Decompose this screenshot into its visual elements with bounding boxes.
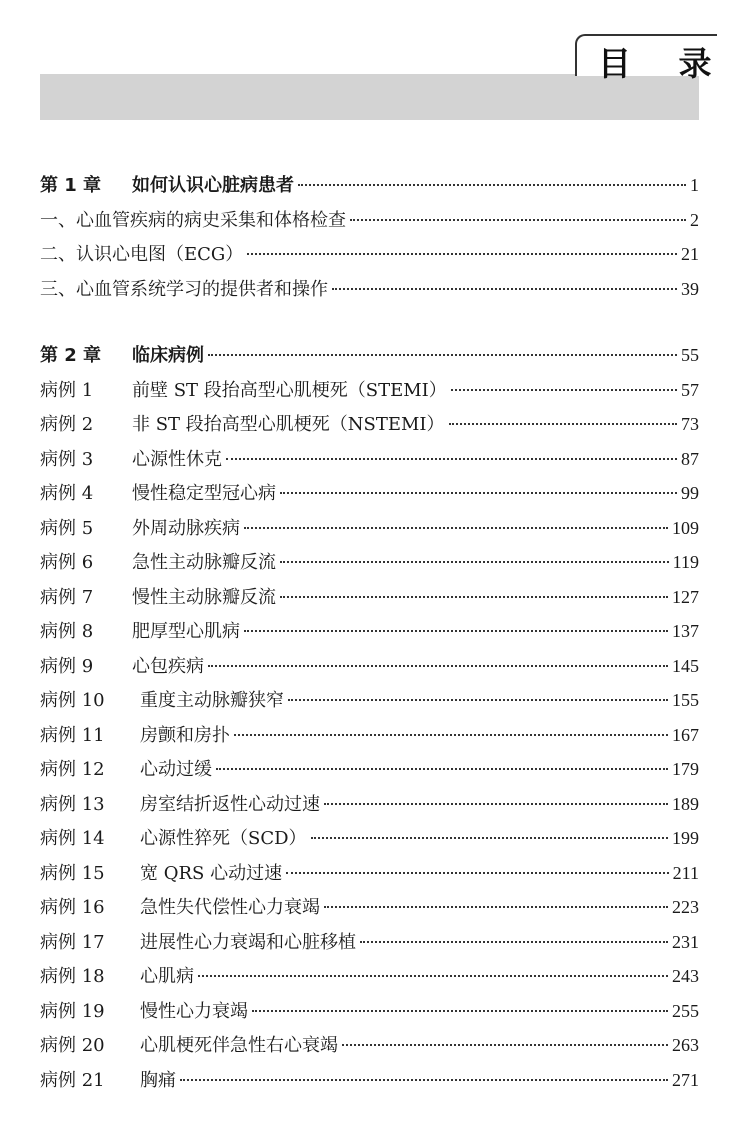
page-number: 109 bbox=[672, 517, 699, 538]
dot-leader bbox=[449, 423, 677, 425]
page-number: 39 bbox=[681, 278, 699, 299]
case-entry[interactable] bbox=[40, 511, 699, 546]
case-title: 宽 QRS 心动过速 bbox=[140, 862, 283, 884]
page-number: 263 bbox=[672, 1035, 699, 1055]
case-number: 病例 14 bbox=[40, 828, 105, 849]
case-entry[interactable] bbox=[40, 752, 699, 787]
page-number: 1 bbox=[690, 175, 699, 195]
dot-leader bbox=[280, 561, 669, 563]
dot-leader bbox=[324, 906, 668, 908]
case-entry[interactable] bbox=[40, 545, 699, 580]
case-title: 急性失代偿性心力衰竭 bbox=[140, 897, 320, 918]
page-number: 223 bbox=[672, 897, 699, 917]
dot-leader bbox=[216, 768, 668, 770]
case-number: 病例 8 bbox=[40, 621, 94, 642]
case-title: 房室结折返性心动过速 bbox=[140, 793, 320, 815]
dot-leader bbox=[350, 219, 686, 221]
section-entry[interactable] bbox=[40, 237, 699, 272]
case-number: 病例 1 bbox=[40, 379, 94, 401]
dot-leader bbox=[208, 354, 677, 356]
case-number: 病例 20 bbox=[40, 1035, 105, 1056]
case-entry[interactable] bbox=[40, 580, 699, 615]
chapter-number: 第 1 章 bbox=[40, 175, 102, 196]
page-number: 87 bbox=[681, 448, 699, 469]
case-title: 心肌梗死伴急性右心衰竭 bbox=[140, 1035, 338, 1056]
case-number: 病例 7 bbox=[40, 586, 94, 608]
case-number: 病例 5 bbox=[40, 517, 94, 539]
page-number: 2 bbox=[690, 209, 699, 230]
case-entry[interactable] bbox=[40, 373, 699, 408]
chapter-entry[interactable] bbox=[40, 338, 699, 373]
case-entry[interactable] bbox=[40, 1028, 699, 1063]
case-number: 病例 18 bbox=[40, 966, 105, 987]
case-number: 病例 10 bbox=[40, 690, 105, 711]
case-title: 心肌病 bbox=[140, 966, 194, 987]
page-number: 155 bbox=[672, 690, 699, 710]
case-entry[interactable] bbox=[40, 649, 699, 684]
case-title: 非 ST 段抬高型心肌梗死（NSTEMI） bbox=[132, 414, 445, 435]
case-entry[interactable] bbox=[40, 994, 699, 1029]
page-number: 119 bbox=[672, 552, 699, 572]
page-number: 127 bbox=[672, 586, 699, 607]
case-title: 心包疾病 bbox=[132, 655, 204, 677]
page-number: 99 bbox=[681, 483, 699, 503]
page-number: 231 bbox=[672, 931, 699, 952]
case-title: 房颤和房扑 bbox=[140, 724, 230, 746]
section-title: 三、心血管系统学习的提供者和操作 bbox=[40, 278, 328, 300]
page-number: 167 bbox=[672, 724, 699, 745]
dot-leader bbox=[208, 665, 668, 667]
case-title: 心源性猝死（SCD） bbox=[140, 828, 307, 849]
chapter-title: 临床病例 bbox=[132, 345, 204, 366]
dot-leader bbox=[244, 527, 668, 529]
case-number: 病例 21 bbox=[40, 1069, 105, 1091]
case-number: 病例 16 bbox=[40, 897, 105, 918]
dot-leader bbox=[244, 630, 668, 632]
case-entry[interactable] bbox=[40, 821, 699, 856]
case-title: 慢性主动脉瓣反流 bbox=[132, 586, 276, 608]
case-entry[interactable] bbox=[40, 787, 699, 822]
case-entry[interactable] bbox=[40, 476, 699, 511]
dot-leader bbox=[252, 1010, 668, 1012]
page-number: 145 bbox=[672, 655, 699, 676]
table-of-contents bbox=[40, 168, 699, 1097]
case-number: 病例 12 bbox=[40, 759, 105, 780]
dot-leader bbox=[247, 253, 677, 255]
dot-leader bbox=[332, 288, 677, 290]
case-number: 病例 2 bbox=[40, 414, 94, 435]
page-number: 199 bbox=[672, 828, 699, 848]
page-number: 179 bbox=[672, 759, 699, 779]
chapter-number: 第 2 章 bbox=[40, 345, 102, 366]
case-title: 慢性心力衰竭 bbox=[140, 1000, 248, 1022]
case-entry[interactable] bbox=[40, 683, 699, 718]
page-number: 271 bbox=[672, 1069, 699, 1090]
case-number: 病例 3 bbox=[40, 448, 94, 470]
section-entry[interactable] bbox=[40, 272, 699, 307]
case-number: 病例 9 bbox=[40, 655, 94, 677]
section-title: 二、认识心电图（ECG） bbox=[40, 244, 244, 265]
case-title: 胸痛 bbox=[140, 1069, 176, 1091]
case-title: 进展性心力衰竭和心脏移植 bbox=[140, 931, 356, 953]
case-entry[interactable] bbox=[40, 856, 699, 891]
case-number: 病例 6 bbox=[40, 552, 94, 573]
case-title: 急性主动脉瓣反流 bbox=[132, 552, 276, 573]
case-title: 外周动脉疾病 bbox=[132, 517, 240, 539]
dot-leader bbox=[226, 458, 677, 460]
case-entry[interactable] bbox=[40, 614, 699, 649]
case-number: 病例 11 bbox=[40, 724, 105, 746]
case-number: 病例 19 bbox=[40, 1000, 105, 1022]
case-entry[interactable] bbox=[40, 1063, 699, 1098]
case-entry[interactable] bbox=[40, 890, 699, 925]
section-title: 一、心血管疾病的病史采集和体格检查 bbox=[40, 209, 346, 231]
case-title: 肥厚型心肌病 bbox=[132, 621, 240, 642]
page-number: 57 bbox=[681, 379, 699, 400]
case-title: 重度主动脉瓣狭窄 bbox=[140, 690, 284, 711]
case-title: 慢性稳定型冠心病 bbox=[132, 483, 276, 504]
case-entry[interactable] bbox=[40, 442, 699, 477]
chapter-title: 如何认识心脏病患者 bbox=[132, 175, 294, 196]
page-number: 255 bbox=[672, 1000, 699, 1021]
chapter-entry[interactable] bbox=[40, 168, 699, 203]
dot-leader bbox=[180, 1079, 668, 1081]
page-number: 189 bbox=[672, 793, 699, 814]
case-number: 病例 17 bbox=[40, 931, 105, 953]
page-title: 目 录 bbox=[598, 44, 730, 83]
page-number: 73 bbox=[681, 414, 699, 434]
dot-leader bbox=[311, 837, 668, 839]
dot-leader bbox=[286, 872, 669, 874]
case-title: 心动过缓 bbox=[140, 759, 212, 780]
dot-leader bbox=[360, 941, 668, 943]
dot-leader bbox=[198, 975, 668, 977]
case-entry[interactable] bbox=[40, 718, 699, 753]
case-title: 前壁 ST 段抬高型心肌梗死（STEMI） bbox=[132, 379, 447, 401]
page-number: 21 bbox=[681, 244, 699, 264]
page-number: 55 bbox=[681, 345, 699, 365]
case-number: 病例 4 bbox=[40, 483, 94, 504]
case-title: 心源性休克 bbox=[132, 448, 222, 470]
case-entry[interactable] bbox=[40, 959, 699, 994]
case-number: 病例 13 bbox=[40, 793, 105, 815]
page-number: 137 bbox=[672, 621, 699, 641]
dot-leader bbox=[280, 492, 677, 494]
case-entry[interactable] bbox=[40, 925, 699, 960]
dot-leader bbox=[280, 596, 668, 598]
chapter-gap bbox=[40, 306, 699, 338]
section-entry[interactable] bbox=[40, 203, 699, 238]
case-number: 病例 15 bbox=[40, 862, 105, 884]
page-number: 211 bbox=[672, 862, 699, 883]
page-number: 243 bbox=[672, 966, 699, 986]
dot-leader bbox=[451, 389, 677, 391]
dot-leader bbox=[288, 699, 668, 701]
dot-leader bbox=[324, 803, 668, 805]
case-entry[interactable] bbox=[40, 407, 699, 442]
dot-leader bbox=[234, 734, 668, 736]
dot-leader bbox=[298, 184, 686, 186]
dot-leader bbox=[342, 1044, 668, 1046]
